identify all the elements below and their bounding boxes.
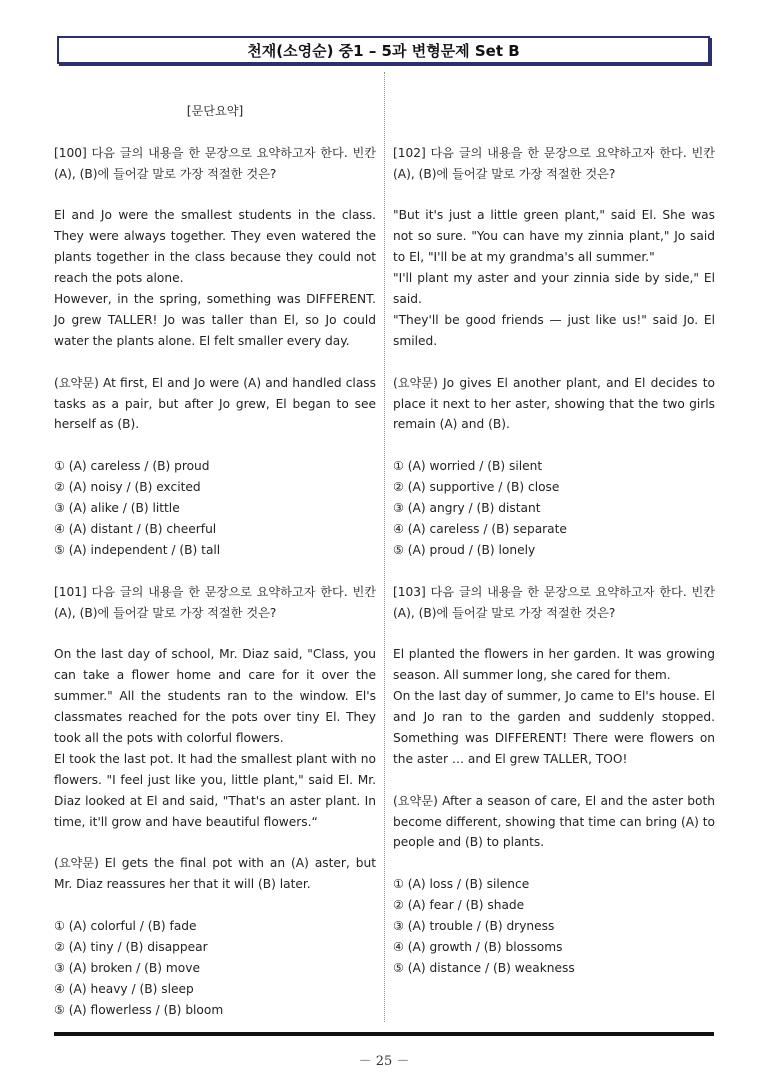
answer-option-2[interactable]: ② (A) tiny / (B) disappear bbox=[54, 940, 208, 955]
answer-option-5[interactable]: ⑤ (A) distance / (B) weakness bbox=[393, 960, 575, 975]
answer-option-1[interactable]: ① (A) careless / (B) proud bbox=[54, 459, 210, 474]
answer-option-5[interactable]: ⑤ (A) proud / (B) lonely bbox=[393, 542, 536, 557]
summary-sentence: (요약문) At first, El and Jo were (A) and handled class tasks as a pair, but after Jo grew, El began to see herself as (B). bbox=[54, 375, 376, 432]
answer-option-1[interactable]: ① (A) worried / (B) silent bbox=[393, 459, 543, 474]
passage-paragraph: El took the last pot. It had the smallest plant with no flowers. "I feel just like you, little plant," said El. Mr. Diaz looked at El and said, "That's an aster plant. In time, it'll grow and have beautiful flowers.“ bbox=[54, 751, 376, 829]
passage-paragraph: "They'll be good friends — just like us!" said Jo. El smiled. bbox=[393, 312, 715, 348]
right-column bbox=[393, 80, 715, 979]
answer-option-1[interactable]: ① (A) colorful / (B) fade bbox=[54, 919, 197, 934]
summary-sentence: (요약문) El gets the final pot with an (A) aster, but Mr. Diaz reassures her that it will (B) later. bbox=[54, 856, 376, 892]
question-101 bbox=[54, 582, 376, 1021]
answer-option-1[interactable]: ① (A) loss / (B) silence bbox=[393, 877, 530, 892]
question-prompt: [101] 다음 글의 내용을 한 문장으로 요약하고자 한다. 빈칸 (A), (B)에 들어갈 말로 가장 적절한 것은? bbox=[54, 584, 376, 620]
answer-option-2[interactable]: ② (A) noisy / (B) excited bbox=[54, 480, 201, 495]
answer-option-2[interactable]: ② (A) fear / (B) shade bbox=[393, 898, 525, 913]
answer-option-3[interactable]: ③ (A) angry / (B) distant bbox=[393, 501, 541, 516]
summary-sentence: (요약문) After a season of care, El and the aster both become different, showing that time can bring (A) to people and (B) to plants. bbox=[393, 793, 715, 850]
answer-option-4[interactable]: ④ (A) distant / (B) cheerful bbox=[54, 521, 217, 536]
summary-sentence: (요약문) Jo gives El another plant, and El decides to place it next to her aster, showing that the two girls remain (A) and (B). bbox=[393, 375, 715, 432]
footer-rule bbox=[54, 1032, 714, 1036]
column-divider bbox=[384, 72, 385, 1022]
answer-option-3[interactable]: ③ (A) alike / (B) little bbox=[54, 501, 180, 516]
question-100 bbox=[54, 143, 376, 561]
question-102 bbox=[393, 143, 715, 561]
answer-option-5[interactable]: ⑤ (A) flowerless / (B) bloom bbox=[54, 1002, 224, 1017]
passage-paragraph: El planted the flowers in her garden. It was growing season. All summer long, she cared for them. bbox=[393, 647, 715, 683]
question-103 bbox=[393, 582, 715, 979]
page-number: － 25 － bbox=[358, 1054, 410, 1069]
question-prompt: [102] 다음 글의 내용을 한 문장으로 요약하고자 한다. 빈칸 (A), (B)에 들어갈 말로 가장 적절한 것은? bbox=[393, 145, 715, 181]
page-header bbox=[57, 36, 710, 64]
passage-paragraph: "But it's just a little green plant," said El. She was not so sure. "You can have my zinnia plant," Jo said to El, "I'll be at my grandma's all summer." bbox=[393, 208, 715, 265]
answer-option-2[interactable]: ② (A) supportive / (B) close bbox=[393, 480, 560, 495]
section-label: [문단요약] bbox=[186, 103, 244, 118]
question-prompt: [100] 다음 글의 내용을 한 문장으로 요약하고자 한다. 빈칸 (A), (B)에 들어갈 말로 가장 적절한 것은? bbox=[54, 145, 376, 181]
answer-option-3[interactable]: ③ (A) trouble / (B) dryness bbox=[393, 919, 555, 934]
answer-option-4[interactable]: ④ (A) careless / (B) separate bbox=[393, 521, 567, 536]
passage-paragraph: On the last day of summer, Jo came to El's house. El and Jo ran to the garden and suddenly stopped. Something was DIFFERENT! There were flowers on the aster … and El grew TALLER, TOO! bbox=[393, 689, 715, 766]
passage-paragraph: "I'll plant my aster and your zinnia side by side," El said. bbox=[393, 271, 715, 306]
answer-option-5[interactable]: ⑤ (A) independent / (B) tall bbox=[54, 542, 221, 557]
page-title: 천재(소영순) 중1 – 5과 변형문제 Set B bbox=[247, 41, 520, 60]
left-column bbox=[54, 80, 376, 1021]
answer-option-4[interactable]: ④ (A) heavy / (B) sleep bbox=[54, 981, 194, 996]
passage-paragraph: However, in the spring, something was DIFFERENT. Jo grew TALLER! Jo was taller than El, so Jo could water the plants alone. El felt smaller every day. bbox=[54, 292, 376, 348]
question-prompt: [103] 다음 글의 내용을 한 문장으로 요약하고자 한다. 빈칸 (A), (B)에 들어갈 말로 가장 적절한 것은? bbox=[393, 584, 715, 620]
answer-option-3[interactable]: ③ (A) broken / (B) move bbox=[54, 960, 200, 975]
answer-option-4[interactable]: ④ (A) growth / (B) blossoms bbox=[393, 940, 563, 954]
passage-paragraph: El and Jo were the smallest students in the class. They were always together. They even watered the plants together in the class because they could not reach the pots alone. bbox=[54, 208, 376, 286]
passage-paragraph: On the last day of school, Mr. Diaz said, "Class, you can take a flower home and care for it over the summer." All the students ran to the window. El's classmates reached for the pots over tiny El. They took all the pots with colorful flowers. bbox=[54, 647, 376, 745]
